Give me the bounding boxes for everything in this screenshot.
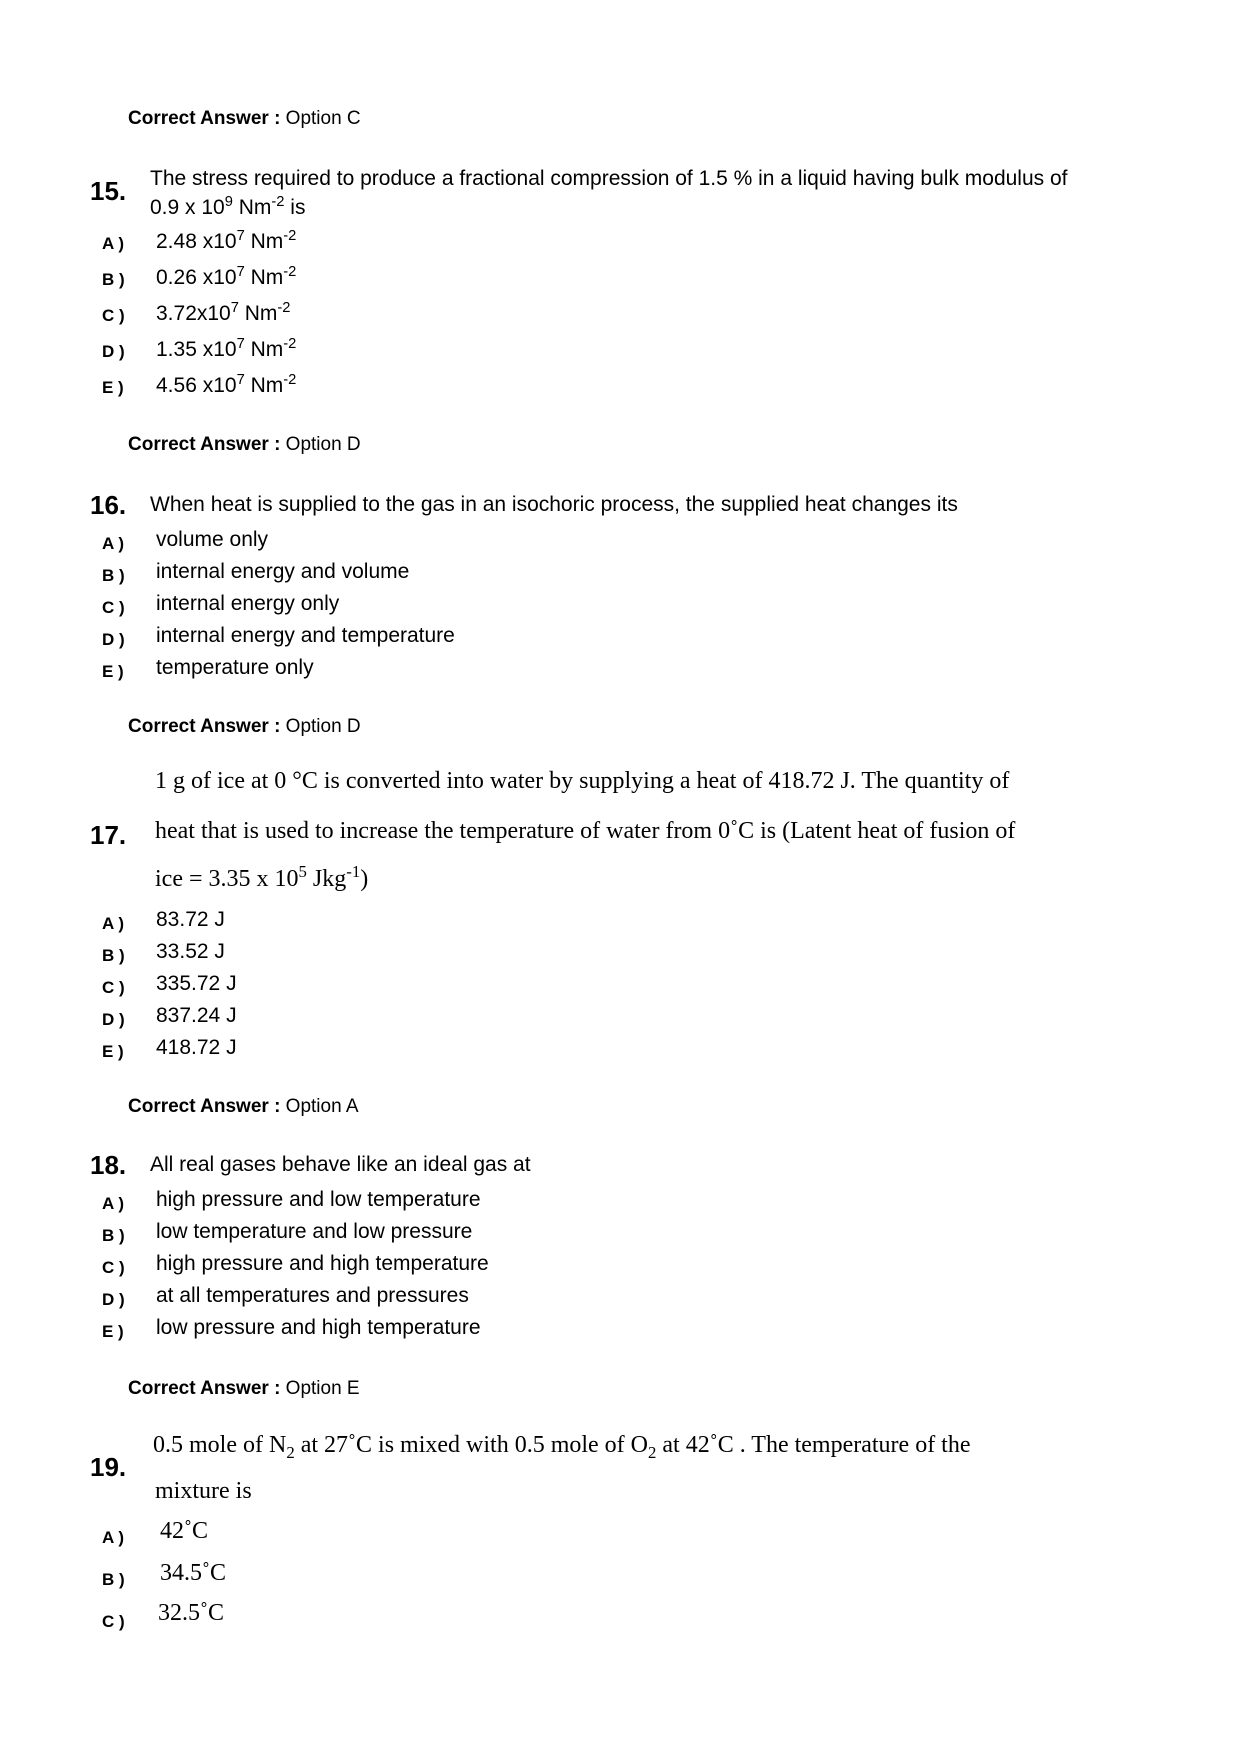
question-number: 18. bbox=[90, 1150, 127, 1180]
option-label: E ) bbox=[102, 662, 124, 681]
option-text: 418.72 J bbox=[156, 1036, 237, 1059]
option-text: low temperature and low pressure bbox=[156, 1220, 473, 1243]
option-text: 83.72 J bbox=[156, 908, 225, 931]
question-number: 17. bbox=[90, 820, 127, 850]
option-label: A ) bbox=[102, 914, 125, 933]
option-label: D ) bbox=[102, 630, 125, 649]
correct-answer-15: Correct Answer : Option D bbox=[128, 434, 361, 455]
option-label: C ) bbox=[102, 1258, 125, 1277]
option-text: $3.72x10^7$ $Nm^{-2}$ bbox=[156, 300, 291, 325]
correct-answer-18: Correct Answer : Option E bbox=[128, 1378, 360, 1399]
option-text: internal energy only bbox=[156, 592, 340, 615]
question-text: The stress required to produce a fractional compression of 1.5 % in a liquid having bulk modulus of 0.9 x $10^9$ $Nm^{-2}$ is bbox=[150, 167, 1068, 219]
question-text-line: ice = 3.35 x $10^5$ Jkg$^{-1}$) bbox=[155, 862, 369, 892]
option-text: temperature only bbox=[156, 656, 314, 679]
option-label: E ) bbox=[102, 1322, 124, 1341]
answer-value: Option C bbox=[285, 108, 361, 129]
question-text: All real gases behave like an ideal gas at bbox=[150, 1153, 531, 1176]
option-text: 33.52 J bbox=[156, 940, 225, 963]
option-label: B ) bbox=[102, 946, 125, 965]
option-label: E ) bbox=[102, 1042, 124, 1061]
question-number: 15. bbox=[90, 176, 127, 206]
option-label: A ) bbox=[102, 534, 125, 553]
option-label: D ) bbox=[102, 1010, 125, 1029]
option-text: high pressure and low temperature bbox=[156, 1188, 481, 1211]
correct-answer-14 bbox=[128, 108, 361, 130]
option-text: 0.26 $x10^7$ $Nm^{-2}$ bbox=[156, 264, 297, 289]
question-text-line: 1 g of ice at 0 °C is converted into water by supplying a heat of 418.72 J. The quantity of bbox=[155, 768, 1010, 794]
option-label: D ) bbox=[102, 1290, 125, 1309]
option-text: 4.56 $x10^7$ $Nm^{-2}$ bbox=[156, 372, 297, 397]
option-text: 34.5˚C bbox=[160, 1560, 226, 1586]
option-label: B ) bbox=[102, 566, 125, 585]
option-text: high pressure and high temperature bbox=[156, 1252, 489, 1275]
option-label: B ) bbox=[102, 1226, 125, 1245]
option-label: B ) bbox=[102, 270, 125, 289]
option-text: 32.5˚C bbox=[158, 1600, 224, 1626]
option-text: internal energy and volume bbox=[156, 560, 410, 583]
question-number: 16. bbox=[90, 490, 127, 520]
option-text: 2.48 $x10^7$ $Nm^{-2}$ bbox=[156, 228, 297, 253]
option-text: at all temperatures and pressures bbox=[156, 1284, 469, 1307]
correct-answer-17: Correct Answer : Option A bbox=[128, 1096, 359, 1117]
option-label: B ) bbox=[102, 1570, 125, 1589]
question-text: When heat is supplied to the gas in an isochoric process, the supplied heat changes its bbox=[150, 493, 958, 516]
option-text: 335.72 J bbox=[156, 972, 237, 995]
option-text: 837.24 J bbox=[156, 1004, 237, 1027]
option-text: volume only bbox=[156, 528, 269, 551]
option-text: low pressure and high temperature bbox=[156, 1316, 481, 1339]
option-label: C ) bbox=[102, 1612, 125, 1631]
option-label: E ) bbox=[102, 378, 124, 397]
option-label: A ) bbox=[102, 234, 125, 253]
option-label: C ) bbox=[102, 598, 125, 617]
option-label: A ) bbox=[102, 1194, 125, 1213]
question-text-line: 0.5 mole of $N_2$ at 27˚C is mixed with 0.5 mole of $O_2$ at 42˚C . The temperature of the bbox=[153, 1432, 971, 1462]
question-number: 19. bbox=[90, 1452, 127, 1482]
option-label: C ) bbox=[102, 978, 125, 997]
option-label: D ) bbox=[102, 342, 125, 361]
question-text-line: mixture is bbox=[155, 1478, 252, 1504]
option-label: A ) bbox=[102, 1528, 125, 1547]
question-text-line: heat that is used to increase the temperature of water from 0˚C is (Latent heat of fusion of bbox=[155, 818, 1016, 844]
option-text: internal energy and temperature bbox=[156, 624, 455, 647]
correct-answer-16: Correct Answer : Option D bbox=[128, 716, 361, 737]
answer-label: Correct Answer : bbox=[128, 108, 281, 129]
option-text: 1.35 $x10^7$ $Nm^{-2}$ bbox=[156, 336, 297, 361]
option-text: 42˚C bbox=[160, 1518, 208, 1544]
option-label: C ) bbox=[102, 306, 125, 325]
